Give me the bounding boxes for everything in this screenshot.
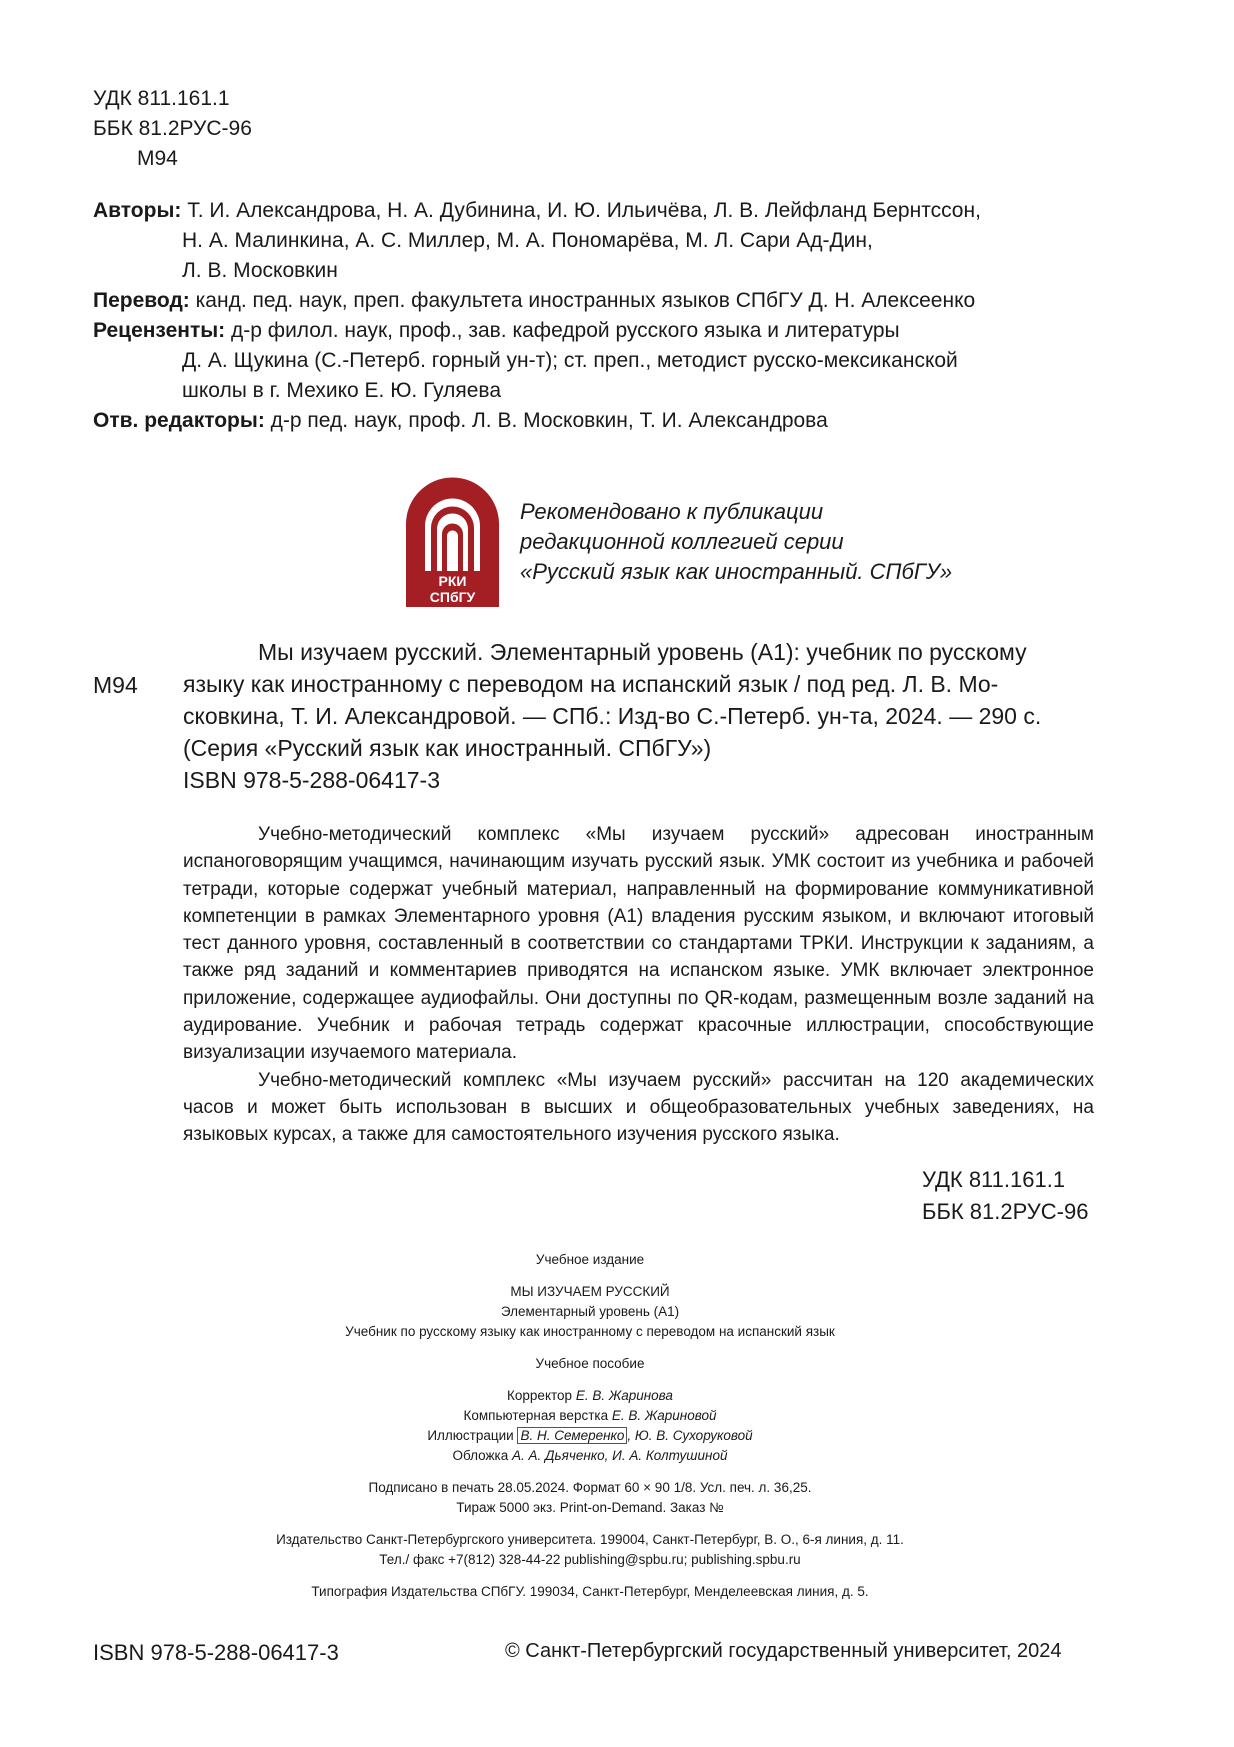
- authors-line-2: Н. А. Малинкина, А. С. Миллер, М. А. Пономарёва, М. Л. Сари Ад-Дин,: [182, 229, 873, 252]
- abstract-paragraph-1: Учебно-методический комплекс «Мы изучаем русский» адресован иностранным испаноговорящим учащимся, начинающим изучать русский язык. УМК состоит из учебника и рабочей тетради, которые содержат учебный материал, направленный на формирование коммуникативной компетенции в рамках Элементарного уровня (А1) владения русским языком, и включают итоговый тест данного уровня, составленный в соответствии со стандартами ТРКИ. Инструкции к заданиям, а также ряд заданий и комментариев приводятся на испанском языке. УМК включает электронное приложение, содержащее аудиофайлы. Они доступны по QR-кодам, размещенным возле заданий на аудирование. Учебник и рабочая тетрадь содержат красочные иллюстрации, способствующие визуализации изучаемого материала.: [183, 824, 1094, 1064]
- translation-credit: [93, 286, 1143, 316]
- book-title-caps: МЫ ИЗУЧАЕМ РУССКИЙ: [510, 1284, 670, 1299]
- bibliographic-isbn: ISBN 978-5-288-06417-3: [183, 767, 440, 793]
- authors-line-1: Т. И. Александрова, Н. А. Дубинина, И. Ю. Ильичёва, Л. В. Лейфланд Бернтссон,: [187, 199, 981, 222]
- recommendation-note: [520, 497, 952, 587]
- publication-kind: Учебное пособие: [535, 1356, 645, 1371]
- author-mark: М94: [137, 147, 178, 170]
- corrector-label: Корректор: [507, 1388, 573, 1403]
- editors-text: д-р пед. наук, проф. Л. В. Московкин, Т. И. Александрова: [270, 409, 828, 432]
- layout-label: Компьютерная верстка: [463, 1408, 609, 1423]
- cover-credit: [180, 1446, 1000, 1466]
- cover-label: Обложка: [452, 1448, 509, 1463]
- corrector-credit: [180, 1386, 1000, 1406]
- edition-type: Учебное издание: [535, 1252, 645, 1267]
- editors-credit: [93, 406, 1143, 436]
- bibliographic-line-4: (Серия «Русский язык как иностранный. СПбГУ»): [183, 735, 712, 761]
- print-info-line-1: Подписано в печать 28.05.2024. Формат 60 × 90 1/8. Усл. печ. л. 36,25.: [368, 1480, 812, 1495]
- classification-top: [93, 84, 252, 174]
- layout-credit: [180, 1406, 1000, 1426]
- bbk-code: ББК 81.2РУС-96: [93, 117, 252, 140]
- abstract-paragraph-2: Учебно-методический комплекс «Мы изучаем русский» рассчитан на 120 академических часов и может быть использован в высших и общеобразовательных учебных заведениях, на языковых курсах, а также для самостоятельного изучения русского языка.: [183, 1069, 1094, 1146]
- recommendation-line-3: «Русский язык как иностранный. СПбГУ»: [520, 559, 953, 584]
- cover-name: А. А. Дьяченко, И. А. Колтушиной: [512, 1448, 728, 1463]
- illustrations-label: Иллюстрации: [427, 1428, 514, 1443]
- bibliographic-line-1: Мы изучаем русский. Элементарный уровень (А1): учебник по русскому: [258, 639, 1027, 665]
- reviewers-label: Рецензенты:: [93, 319, 226, 342]
- abstract: [183, 821, 1094, 1149]
- logo-text-line-2: СПбГУ: [429, 589, 476, 605]
- credits-block: [93, 196, 1143, 436]
- editors-label: Отв. редакторы:: [93, 409, 265, 432]
- recommendation-line-2: редакционной коллегией серии: [520, 529, 844, 554]
- print-info-line-2: Тираж 5000 экз. Print-on-Demand. Заказ №: [456, 1500, 724, 1515]
- translation-text: канд. пед. наук, преп. факультета иностранных языков СПбГУ Д. Н. Алексеенко: [195, 289, 976, 312]
- authors-credit: [93, 196, 1143, 286]
- illustrator-2: , Ю. В. Сухоруковой: [627, 1428, 753, 1443]
- bibliographic-record: [183, 636, 1094, 796]
- reviewers-credit: [93, 316, 1143, 406]
- illustrations-credit: [180, 1426, 1000, 1446]
- publisher-line-1: Издательство Санкт-Петербургского университета. 199004, Санкт-Петербург, В. О., 6-я линия, д. 11.: [276, 1532, 904, 1547]
- bibliographic-line-3: сковкина, Т. И. Александровой. — СПб.: Изд-во С.-Петерб. ун-та, 2024. — 290 с.: [183, 703, 1042, 729]
- bibliographic-author-mark: М94: [93, 672, 138, 698]
- layout-name: Е. В. Жариновой: [611, 1408, 717, 1423]
- rki-spbgu-logo-icon: [404, 476, 501, 607]
- bbk-code-bottom: ББК 81.2РУС-96: [922, 1199, 1089, 1224]
- corrector-name: Е. В. Жаринова: [575, 1388, 673, 1403]
- reviewers-line-1: д-р филол. наук, проф., зав. кафедрой русского языка и литературы: [231, 319, 900, 342]
- authors-line-3: Л. В. Московкин: [182, 259, 338, 282]
- udk-code-bottom: УДК 811.161.1: [922, 1167, 1066, 1192]
- footer-isbn: ISBN 978-5-288-06417-3: [93, 1640, 339, 1665]
- authors-label: Авторы:: [93, 199, 182, 222]
- book-subtitle: Учебник по русскому языку как иностранному с переводом на испанский язык: [345, 1324, 835, 1339]
- reviewers-line-2: Д. А. Щукина (С.-Петерб. горный ун-т); ст. преп., методист русско-мексиканской: [182, 349, 958, 372]
- typography-line: Типография Издательства СПбГУ. 199034, Санкт-Петербург, Менделеевская линия, д. 5.: [311, 1584, 869, 1599]
- classification-bottom: [922, 1164, 1088, 1228]
- book-level: Элементарный уровень (А1): [500, 1304, 680, 1319]
- recommendation-line-1: Рекомендовано к публикации: [520, 499, 824, 524]
- illustrator-1: В. Н. Семеренко: [517, 1427, 627, 1444]
- reviewers-line-3: школы в г. Мехико Е. Ю. Гуляева: [182, 379, 502, 402]
- footer-copyright: © Санкт-Петербургский государственный университет, 2024: [505, 1640, 1062, 1662]
- publisher-line-2: Тел./ факс +7(812) 328-44-22 publishing@spbu.ru; publishing.spbu.ru: [379, 1552, 801, 1567]
- udk-code: УДК 811.161.1: [93, 87, 230, 110]
- bibliographic-line-2: языку как иностранному с переводом на испанский язык / под ред. Л. В. Мо-: [183, 671, 999, 697]
- logo-text-line-1: РКИ: [438, 573, 467, 589]
- imprint-block: [180, 1250, 1000, 1602]
- translation-label: Перевод:: [93, 289, 190, 312]
